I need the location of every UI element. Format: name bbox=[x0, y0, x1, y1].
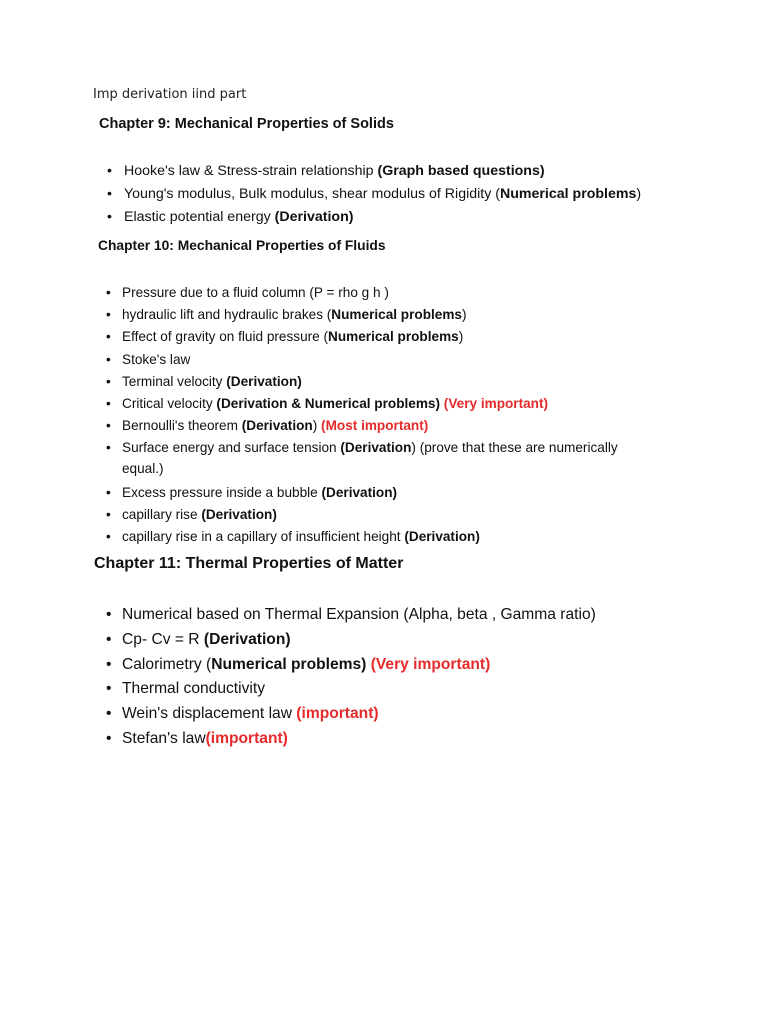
bullet-icon: • bbox=[107, 163, 112, 179]
bullet-icon: • bbox=[106, 373, 111, 389]
item-text: equal.) bbox=[122, 461, 164, 477]
emphasis-text: (Very important) bbox=[370, 655, 491, 673]
chapter-topic-list bbox=[107, 161, 641, 230]
item-continuation bbox=[122, 458, 618, 480]
list-item bbox=[106, 728, 596, 753]
bold-text: (Derivation) bbox=[226, 373, 302, 389]
emphasis-text: (important) bbox=[296, 705, 379, 723]
list-item bbox=[106, 394, 618, 416]
bullet-icon: • bbox=[106, 705, 112, 723]
bold-text: (Derivation bbox=[241, 418, 313, 434]
bullet-icon: • bbox=[106, 680, 112, 698]
item-text: Wein's displacement law bbox=[122, 705, 297, 723]
bullet-icon: • bbox=[106, 729, 112, 747]
bold-text: (Derivation) bbox=[321, 484, 398, 500]
list-item bbox=[106, 372, 618, 394]
item-text: Hooke's law & Stress-strain relationship bbox=[124, 163, 378, 179]
bullet-icon: • bbox=[106, 285, 111, 300]
bullet-icon: • bbox=[106, 655, 112, 673]
item-text: capillary rise in a capillary of insufficient height bbox=[122, 529, 405, 545]
bullet-icon: • bbox=[106, 329, 111, 345]
list-item bbox=[106, 483, 618, 505]
bullet-icon: • bbox=[106, 418, 111, 434]
bold-text: (Derivation) bbox=[404, 529, 480, 545]
item-text: ) bbox=[458, 329, 464, 345]
item-text: Effect of gravity on fluid pressure ( bbox=[122, 329, 329, 345]
list-item bbox=[106, 703, 596, 728]
bullet-icon: • bbox=[106, 351, 111, 367]
emphasis-text: (Very important) bbox=[443, 395, 549, 411]
bold-text: (Derivation) bbox=[274, 209, 354, 225]
bold-text: Numerical problems bbox=[331, 307, 462, 323]
chapter-heading: Chapter 11: Thermal Properties of Matter bbox=[94, 555, 404, 572]
list-item bbox=[106, 350, 618, 372]
list-item bbox=[106, 678, 596, 703]
list-item bbox=[106, 327, 618, 349]
bullet-icon: • bbox=[106, 395, 111, 411]
list-item bbox=[106, 527, 618, 549]
chapter-topic-list bbox=[106, 604, 596, 753]
item-text: Stoke's law bbox=[122, 351, 191, 367]
item-text: Terminal velocity bbox=[122, 373, 227, 389]
item-text: hydraulic lift and hydraulic brakes ( bbox=[122, 307, 332, 323]
item-text: capillary rise bbox=[122, 507, 202, 522]
list-item bbox=[106, 305, 618, 327]
item-text: Bernoulli's theorem bbox=[122, 418, 242, 434]
list-item bbox=[106, 629, 596, 654]
bullet-icon: • bbox=[106, 606, 112, 623]
item-text: Stefan's law bbox=[122, 729, 206, 747]
item-text: ) (prove that these are numerically bbox=[411, 440, 618, 456]
item-text: Pressure due to a fluid column (P = rho g h ) bbox=[122, 285, 389, 300]
list-item bbox=[106, 654, 596, 679]
list-item bbox=[107, 161, 641, 184]
bold-text: Numerical problems bbox=[499, 186, 637, 202]
item-text: Excess pressure inside a bubble bbox=[122, 484, 322, 500]
bullet-icon: • bbox=[106, 440, 111, 456]
bold-text: (Graph based questions) bbox=[377, 163, 545, 179]
item-text: Critical velocity bbox=[122, 395, 217, 411]
document-title: Imp derivation iind part bbox=[93, 87, 247, 102]
item-text: ) bbox=[636, 186, 642, 202]
bullet-icon: • bbox=[106, 507, 111, 522]
emphasis-text: (Most important) bbox=[321, 418, 429, 434]
item-text: Calorimetry ( bbox=[122, 655, 212, 673]
list-item bbox=[107, 207, 641, 230]
bold-text: (Derivation) bbox=[201, 507, 277, 522]
list-item bbox=[106, 438, 618, 483]
list-item bbox=[106, 283, 618, 305]
bullet-icon: • bbox=[107, 209, 112, 225]
bullet-icon: • bbox=[106, 307, 111, 323]
item-text: Cp- Cv = R bbox=[122, 630, 204, 648]
item-text: Elastic potential energy bbox=[124, 209, 275, 225]
item-text: Young's modulus, Bulk modulus, shear modulus of Rigidity ( bbox=[124, 186, 500, 202]
list-item bbox=[106, 416, 618, 438]
bullet-icon: • bbox=[106, 529, 111, 545]
item-text: ) bbox=[312, 418, 322, 434]
chapter-topic-list bbox=[106, 283, 618, 549]
bold-text: (Derivation) bbox=[203, 630, 291, 648]
bold-text: (Derivation bbox=[340, 440, 412, 456]
bullet-icon: • bbox=[107, 186, 112, 202]
list-item bbox=[107, 184, 641, 207]
chapter-heading: Chapter 9: Mechanical Properties of Solids bbox=[99, 116, 394, 132]
chapter-heading: Chapter 10: Mechanical Properties of Fluids bbox=[98, 238, 386, 253]
bold-text: Numerical problems) bbox=[211, 655, 371, 673]
item-text: ) bbox=[462, 307, 467, 323]
item-text: Surface energy and surface tension bbox=[122, 440, 341, 456]
list-item bbox=[106, 505, 618, 527]
bold-text: (Derivation & Numerical problems) bbox=[216, 395, 444, 411]
list-item bbox=[106, 604, 596, 629]
item-text: Thermal conductivity bbox=[122, 680, 265, 698]
item-text: Numerical based on Thermal Expansion (Alpha, beta , Gamma ratio) bbox=[122, 606, 596, 623]
bullet-icon: • bbox=[106, 484, 111, 500]
bullet-icon: • bbox=[106, 630, 112, 648]
emphasis-text: (important) bbox=[205, 729, 288, 747]
bold-text: Numerical problems bbox=[328, 329, 459, 345]
